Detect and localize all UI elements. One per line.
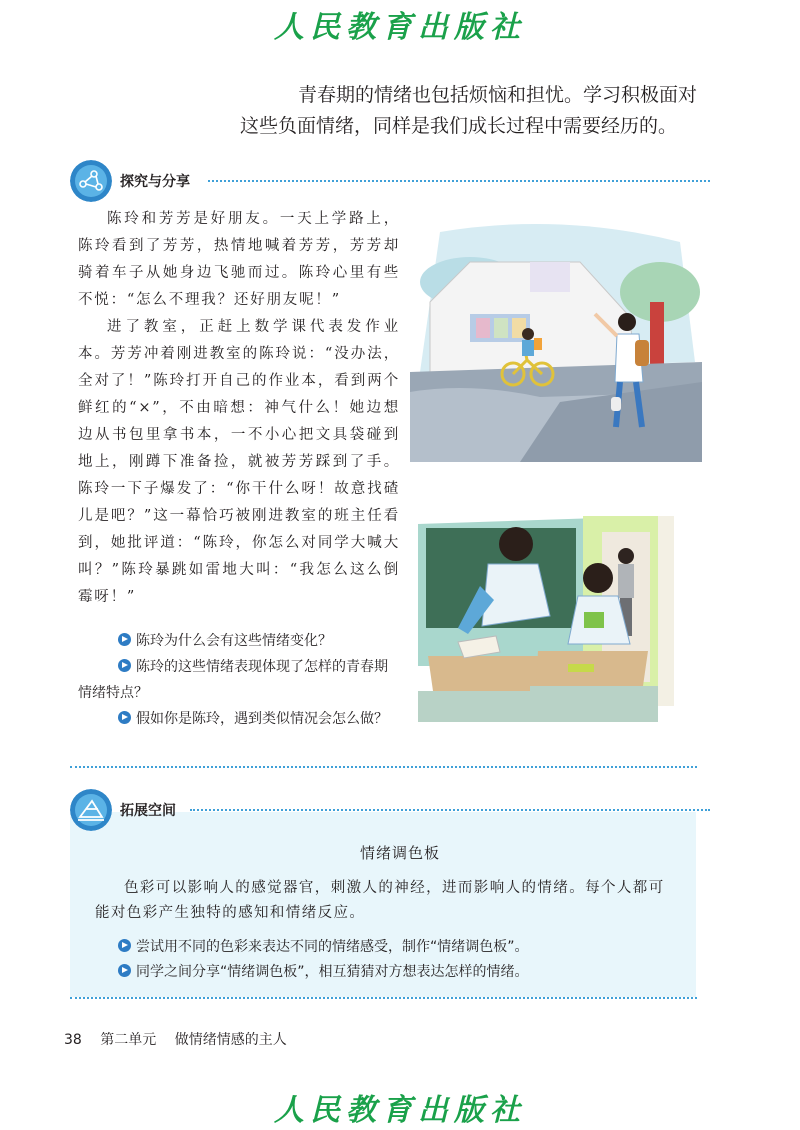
explore-questions [78,628,398,732]
extend-question-2-text: 同学之间分享“情绪调色板”，相互猜猜对方想表达怎样的情绪。 [136,964,529,980]
extend-divider [190,809,710,811]
question-3 [78,706,398,732]
intro-paragraph: 青春期的情绪也包括烦恼和担忧。学习积极面对这些负面情绪，同样是我们成长过程中需要经历的。 [240,84,698,137]
explore-badge-icon [70,160,112,202]
street-illustration [410,222,702,462]
question-3-text: 假如你是陈玲，遇到类似情况会怎么做？ [136,711,388,727]
explore-divider [208,180,710,182]
publisher-footer: 人民教育出版社 [274,1093,526,1128]
question-1-text: 陈玲为什么会有这些情绪变化？ [136,633,332,649]
extend-subtitle: 情绪调色板 [359,844,440,862]
page-number: 38 [64,1032,82,1048]
explore-title: 探究与分享 [120,174,190,190]
extend-text: 色彩可以影响人的感觉器官，刺激人的神经，进而影响人的情绪。每个人都可能对色彩产生独特的感知和情绪反应。 [95,880,665,921]
explore-header [70,160,710,204]
extend-question-2 [78,961,678,981]
question-2-text: 陈玲的这些情绪表现体现了怎样的青春期情绪特点？ [78,659,388,701]
question-arrow-icon [118,633,131,646]
extend-question-1-text: 尝试用不同的色彩来表达不同的情绪感受，制作“情绪调色板”。 [136,939,529,955]
unit-title: 做情绪情感的主人 [174,1032,287,1048]
story-paragraph-1: 陈玲和芳芳是好朋友。一天上学路上，陈玲看到了芳芳，热情地喊着芳芳，芳芳却骑着车子从她身边飞驰而过。陈玲心里有些不悦：“怎么不理我？还好朋友呢！” [78,211,400,308]
extend-title: 拓展空间 [120,803,176,819]
question-2 [78,654,398,706]
page-footer [64,1029,287,1049]
unit-label: 第二单元 [100,1032,157,1048]
publisher-header: 人民教育出版社 [274,10,526,45]
extend-question-1 [78,936,678,956]
section-divider [70,766,697,768]
question-arrow-icon [118,939,131,952]
question-arrow-icon [118,659,131,672]
question-1 [78,628,398,654]
extend-badge-icon [70,789,112,831]
question-arrow-icon [118,711,131,724]
panel-bottom-divider [70,997,697,999]
story-paragraph-2: 进了教室，正赶上数学课代表发作业本。芳芳冲着刚进教室的陈玲说：“没办法，全对了！”陈玲打开自己的作业本，看到两个鲜红的“×”，不由暗想：神气什么！她边想边从书包里拿书本，一不小心把文具袋碰到地上，刚蹲下准备捡，就被芳芳踩到了手。陈玲一下子爆发了：“你干什么呀！故意找碴儿是吧？”这一幕恰巧被刚进教室的班主任看到，她批评道：“陈玲，你怎么对同学大喊大叫？”陈玲暴跳如雷地大叫：“我怎么这么倒霉呀！” [78,319,400,605]
story-text [78,206,400,611]
question-arrow-icon [118,964,131,977]
classroom-illustration [418,516,702,722]
extend-header [70,789,710,833]
